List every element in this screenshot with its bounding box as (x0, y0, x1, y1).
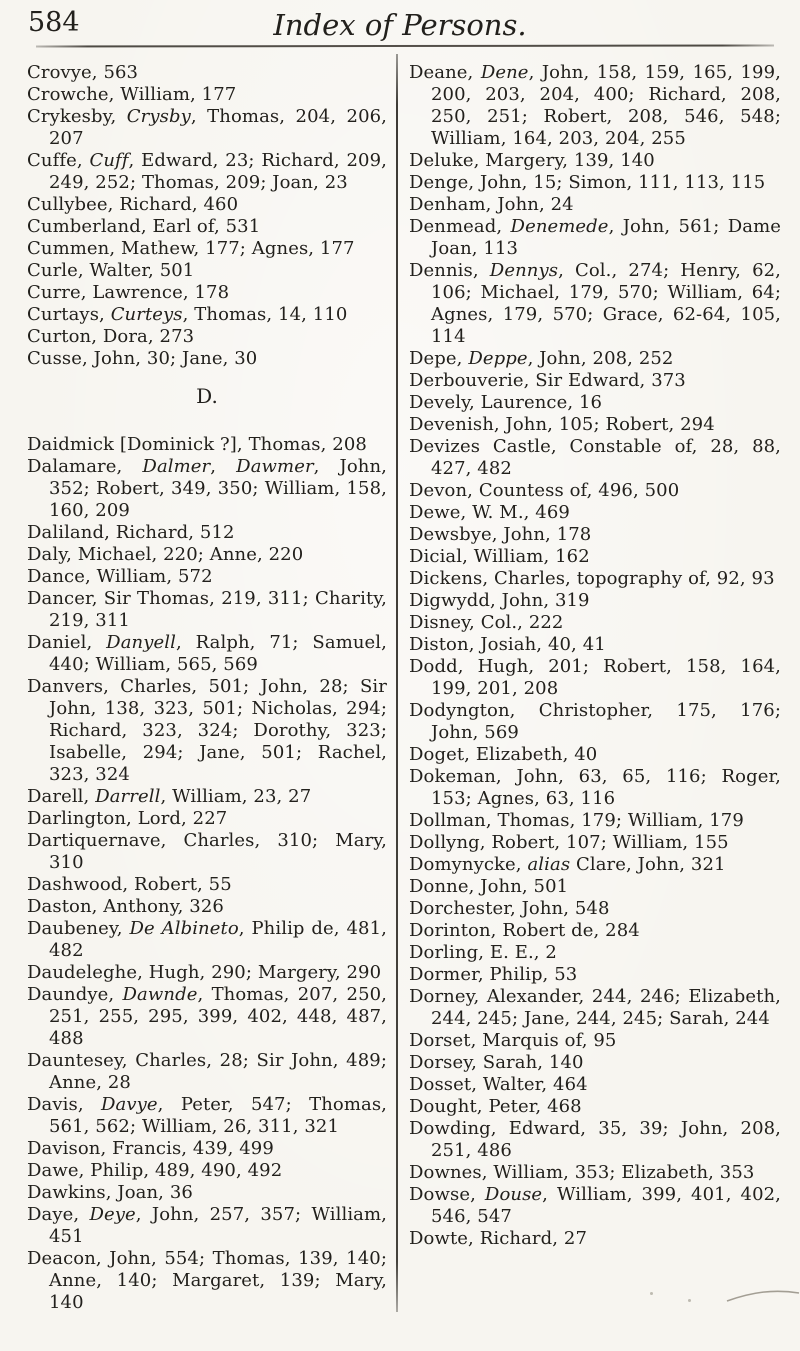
entry-text: Dauntesey, Charles, 28; Sir John, 489; Anne, 28 (27, 1050, 387, 1093)
index-entry (27, 1204, 387, 1248)
column-left (27, 62, 387, 1314)
entry-text: Dollyng, Robert, 107; William, 155 (409, 832, 729, 853)
entry-text: Dorney, Alexander, 244, 246; Elizabeth, 244, 245; Jane, 244, 245; Sarah, 244 (409, 986, 781, 1029)
index-entry (27, 282, 387, 304)
entry-text: Cummen, Mathew, 177; Agnes, 177 (27, 238, 355, 259)
index-entry (409, 216, 781, 260)
entry-text: Dawe, Philip, 489, 490, 492 (27, 1160, 283, 1181)
entry-text: , Col., 274; Henry, 62, 106; Michael, 179, 570; William, 64; Agnes, 179, 570; Grace, 62-64, 105, 114 (431, 260, 782, 347)
index-entry (27, 1138, 387, 1160)
entry-text: , Philip de, 481, 482 (49, 918, 387, 961)
entry-text: , Edward, 23; Richard, 209, 249, 252; Thomas, 209; Joan, 23 (49, 150, 387, 193)
entry-text: Donne, John, 501 (409, 876, 569, 897)
index-entry (27, 522, 387, 544)
index-entry (27, 84, 387, 106)
entry-variant-name: Danyell (106, 632, 176, 653)
entry-text: Downes, William, 353; Elizabeth, 353 (409, 1162, 755, 1183)
entry-text: Darlington, Lord, 227 (27, 808, 228, 829)
index-entry (409, 436, 781, 480)
entry-text: , (210, 456, 237, 477)
index-entry (409, 546, 781, 568)
index-entry (409, 392, 781, 414)
entry-text: Curle, Walter, 501 (27, 260, 195, 281)
entry-text: Dowte, Richard, 27 (409, 1228, 587, 1249)
entry-text: , Ralph, 71; Samuel, 440; William, 565, 569 (49, 632, 387, 675)
index-entry (409, 634, 781, 656)
index-entry (409, 1030, 781, 1052)
entry-text: Darell, (27, 786, 96, 807)
entry-text: Diston, Josiah, 40, 41 (409, 634, 606, 655)
index-entry (27, 434, 387, 456)
index-entry (27, 304, 387, 326)
index-entry (409, 1228, 781, 1250)
entry-text: Dance, William, 572 (27, 566, 213, 587)
index-entry (27, 194, 387, 216)
index-entry (409, 194, 781, 216)
index-entry (409, 942, 781, 964)
index-entry (27, 984, 387, 1050)
entry-text: Derbouverie, Sir Edward, 373 (409, 370, 686, 391)
entry-text: Deane, (409, 62, 481, 83)
entry-text: Daniel, (27, 632, 107, 653)
index-entry (27, 896, 387, 918)
entry-text: Dodd, Hugh, 201; Robert, 158, 164, 199, 201, 208 (409, 656, 781, 699)
entry-text: Deluke, Margery, 139, 140 (409, 150, 655, 171)
entry-text: , Thomas, 14, 110 (182, 304, 348, 325)
entry-text: Daly, Michael, 220; Anne, 220 (27, 544, 304, 565)
entry-text: Daye, (27, 1204, 90, 1225)
index-entry (27, 1248, 387, 1314)
entry-text: , John, 158, 159, 165, 199, 200, 203, 204, 400; Richard, 208, 250, 251; Robert, 208, 546, 548; William, 164, 203, 204, 255 (431, 62, 781, 149)
index-entry (409, 920, 781, 942)
entry-variant-name: Dalmer (142, 456, 211, 477)
entry-text: Dollman, Thomas, 179; William, 179 (409, 810, 744, 831)
index-entry (409, 700, 781, 744)
entry-text: Dokeman, John, 63, 65, 116; Roger, 153; Agnes, 63, 116 (409, 766, 781, 809)
index-entry (27, 1094, 387, 1138)
entry-text: Dormer, Philip, 53 (409, 964, 578, 985)
entry-text: Digwydd, John, 319 (409, 590, 590, 611)
index-entry (409, 370, 781, 392)
entry-text: Dought, Peter, 468 (409, 1096, 582, 1117)
index-entry (409, 854, 781, 876)
entry-text: , William, 399, 401, 402, 546, 547 (431, 1184, 781, 1227)
entry-text: Daudeleghe, Hugh, 290; Margery, 290 (27, 962, 382, 983)
entry-text: Dartiquernave, Charles, 310; Mary, 310 (27, 830, 387, 873)
entry-text: Clare, John, 321 (570, 854, 726, 875)
entry-text: Daliland, Richard, 512 (27, 522, 235, 543)
entry-text: Danvers, Charles, 501; John, 28; Sir John, 138, 323, 501; Nicholas, 294; Richard, 323, 324; Dorothy, 323; Isabelle, 294; Jane, 501; Rachel, 323, 324 (27, 676, 387, 785)
index-entry (409, 898, 781, 920)
index-entry (409, 590, 781, 612)
index-entry (27, 216, 387, 238)
entry-text: Crowche, William, 177 (27, 84, 237, 105)
section-heading: D. (196, 384, 218, 408)
entry-text: Crykesby, (27, 106, 127, 127)
index-entry (409, 986, 781, 1030)
index-entry (27, 632, 387, 676)
entry-variant-name: Douse (484, 1184, 543, 1205)
entry-text: Dorsey, Sarah, 140 (409, 1052, 584, 1073)
index-entry (409, 612, 781, 634)
index-entry (409, 832, 781, 854)
entry-text: Deacon, John, 554; Thomas, 139, 140; Anne, 140; Margaret, 139; Mary, 140 (27, 1248, 387, 1313)
entry-variant-name: Davye (101, 1094, 158, 1115)
index-entry (409, 1162, 781, 1184)
entry-text: Crovye, 563 (27, 62, 139, 83)
entry-text: Devely, Laurence, 16 (409, 392, 603, 413)
index-entry (409, 348, 781, 370)
entry-text: Dickens, Charles, topography of, 92, 93 (409, 568, 775, 589)
entry-variant-name: Crysby (126, 106, 191, 127)
entry-variant-name: Dawnde (122, 984, 198, 1005)
index-entry (27, 874, 387, 896)
entry-text: Dennis, (409, 260, 490, 281)
index-entry (409, 1184, 781, 1228)
index-entry (27, 1050, 387, 1094)
entry-text: Doget, Elizabeth, 40 (409, 744, 598, 765)
index-entry (409, 150, 781, 172)
entry-text: Denmead, (409, 216, 511, 237)
entry-variant-name: Cuff (89, 150, 129, 171)
entry-text: Cuffe, (27, 150, 90, 171)
entry-text: Dawkins, Joan, 36 (27, 1182, 193, 1203)
entry-text: , John, 208, 252 (527, 348, 674, 369)
entry-text: Daston, Anthony, 326 (27, 896, 224, 917)
entry-text: Cusse, John, 30; Jane, 30 (27, 348, 258, 369)
entry-text: Dorling, E. E., 2 (409, 942, 557, 963)
entry-text: Dosset, Walter, 464 (409, 1074, 588, 1095)
scan-speck (650, 1292, 653, 1295)
index-entry (409, 172, 781, 194)
entry-variant-name: De Albineto (129, 918, 239, 939)
index-entry (27, 786, 387, 808)
entry-variant-name: alias (527, 854, 571, 875)
index-entry (409, 1074, 781, 1096)
entry-text: Dancer, Sir Thomas, 219, 311; Charity, 219, 311 (27, 588, 387, 631)
index-entry (409, 568, 781, 590)
entry-text: , William, 23, 27 (160, 786, 312, 807)
index-entry (409, 1096, 781, 1118)
entry-text: Davison, Francis, 439, 499 (27, 1138, 274, 1159)
entry-text: Daubeney, (27, 918, 130, 939)
entry-text: Curton, Dora, 273 (27, 326, 195, 347)
entry-text: Daundye, (27, 984, 123, 1005)
index-entry (27, 918, 387, 962)
entry-text: Cullybee, Richard, 460 (27, 194, 239, 215)
entry-text: Dorinton, Robert de, 284 (409, 920, 640, 941)
page-title: Index of Persons. (273, 8, 527, 42)
index-entry (409, 876, 781, 898)
entry-text: Curtays, (27, 304, 111, 325)
index-entry (409, 414, 781, 436)
index-entry (409, 1118, 781, 1162)
entry-text: Devizes Castle, Constable of, 28, 88, 427, 482 (409, 436, 781, 479)
index-entry (27, 1182, 387, 1204)
index-entry (409, 810, 781, 832)
entry-text: Disney, Col., 222 (409, 612, 564, 633)
entry-text: Cumberland, Earl of, 531 (27, 216, 261, 237)
entry-text: Depe, (409, 348, 469, 369)
entry-text: Dorset, Marquis of, 95 (409, 1030, 617, 1051)
index-entry (409, 260, 781, 348)
entry-text: Dalamare, (27, 456, 143, 477)
entry-text: , Thomas, 207, 250, 251, 255, 295, 399, 402, 448, 487, 488 (49, 984, 388, 1049)
entry-text: , John, 561; Dame Joan, 113 (431, 216, 781, 259)
entry-text: Dorchester, John, 548 (409, 898, 610, 919)
index-entry (27, 808, 387, 830)
index-entry (409, 62, 781, 150)
entry-text: Dowding, Edward, 35, 39; John, 208, 251, 486 (409, 1118, 781, 1161)
index-entry (409, 964, 781, 986)
entry-variant-name: Deye (89, 1204, 136, 1225)
index-entry (27, 1160, 387, 1182)
entry-variant-name: Dawmer (236, 456, 314, 477)
entry-variant-name: Curteys (110, 304, 183, 325)
index-entry (27, 544, 387, 566)
index-entry (27, 588, 387, 632)
index-entry (409, 524, 781, 546)
index-entry (27, 260, 387, 282)
header-rule (36, 44, 774, 47)
index-entry (27, 62, 387, 84)
entry-text: Denham, John, 24 (409, 194, 574, 215)
index-entry (27, 676, 387, 786)
entry-text: , John, 257, 357; William, 451 (49, 1204, 387, 1247)
column-divider (396, 54, 398, 1312)
entry-text: Dewsbye, John, 178 (409, 524, 592, 545)
entry-text: Curre, Lawrence, 178 (27, 282, 230, 303)
entry-text: Devenish, John, 105; Robert, 294 (409, 414, 715, 435)
index-entry (409, 656, 781, 700)
index-entry (409, 766, 781, 810)
column-right (409, 62, 781, 1250)
entry-text: , John, 352; Robert, 349, 350; William, 158, 160, 209 (49, 456, 387, 521)
entry-text: Denge, John, 15; Simon, 111, 113, 115 (409, 172, 766, 193)
entry-text: Dowse, (409, 1184, 485, 1205)
entry-text: Dodyngton, Christopher, 175, 176; John, 569 (409, 700, 781, 743)
index-entry (409, 480, 781, 502)
entry-text: , Peter, 547; Thomas, 561, 562; William, 26, 311, 321 (49, 1094, 387, 1137)
index-entry (27, 106, 387, 150)
scan-speck (688, 1299, 691, 1302)
entry-text: Davis, (27, 1094, 101, 1115)
entry-text: Dicial, William, 162 (409, 546, 590, 567)
index-entry (27, 962, 387, 984)
entry-text: Domynycke, (409, 854, 528, 875)
index-entry (27, 456, 387, 522)
index-entry (409, 744, 781, 766)
entry-variant-name: Denemede (510, 216, 609, 237)
index-entry (27, 566, 387, 588)
entry-text: , Thomas, 204, 206, 207 (49, 106, 387, 149)
index-entry (27, 830, 387, 874)
index-entry (409, 502, 781, 524)
entry-variant-name: Darrell (95, 786, 161, 807)
entry-text: Devon, Countess of, 496, 500 (409, 480, 680, 501)
entry-text: Dashwood, Robert, 55 (27, 874, 232, 895)
stray-pen-mark (726, 1286, 800, 1306)
index-entry (409, 1052, 781, 1074)
entry-variant-name: Deppe (468, 348, 528, 369)
index-entry (27, 326, 387, 348)
entry-variant-name: Dennys (489, 260, 559, 281)
index-entry (27, 348, 387, 370)
index-entry (27, 150, 387, 194)
index-entry (27, 238, 387, 260)
entry-text: Daidmick [Dominick ?], Thomas, 208 (27, 434, 367, 455)
page-number: 584 (28, 7, 80, 38)
entry-variant-name: Dene (480, 62, 529, 83)
entry-text: Dewe, W. M., 469 (409, 502, 570, 523)
